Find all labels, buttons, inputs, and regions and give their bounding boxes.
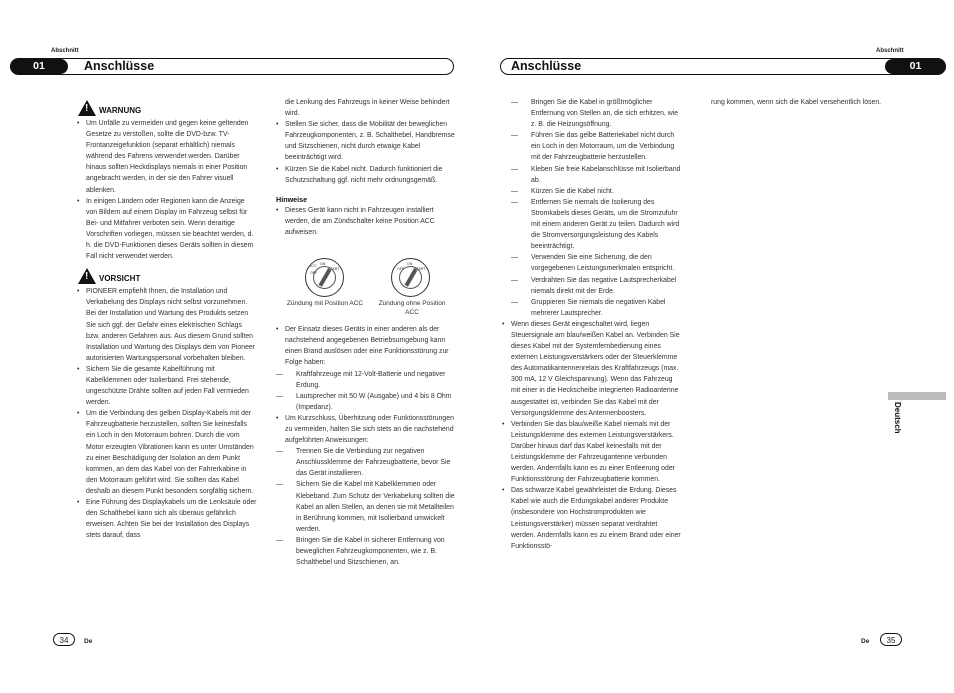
dash-item: — Trennen Sie die Verbindung zur negativen Anschlussklemme der Fahrzeugbatterie, bevor Sie das Gerät installieren. <box>276 448 451 478</box>
dash-item: — Sichern Sie die Kabel mit Kabelklemmen oder Klebeband. Zum Schutz der Verkabelung sollten die Kabel an allen Stellen, an denen sie mit Metallteilen in Berührung kommen, mit Isolierband umwickelt werden. <box>276 481 455 533</box>
dash-item: — Bringen Sie die Kabel in sicherer Entfernung von beweglichen Fahrzeugkomponenten, wie z. B. Schalthebel und Sitzschienen, an. <box>276 536 445 567</box>
dash-item: — Kleben Sie freie Kabelanschlüsse mit Isolierband ab. <box>511 165 681 184</box>
list-item: • Stellen Sie sicher, dass die Mobilität der beweglichen Fahrzeugkomponenten, z. B. Schalthebel, Handbremse und Sitzschienen, nicht durch etwaige Kabel beeinträchtigt wird. <box>276 119 456 163</box>
list-item: • Um Kurzschluss, Überhitzung oder Funktionsstörungen zu vermeiden, halten Sie sich stets an die nachstehend aufgeführten Anweisungen: <box>276 413 456 446</box>
figure-caption: Zündung mit Position ACC <box>286 300 364 307</box>
dash-item: — Verdrahten Sie das negative Lautsprecherkabel niemals direkt mit der Erde. <box>511 276 677 295</box>
list-item: • Wenn dieses Gerät eingeschaltet wird, liegen Steuersignale am blau/weißen Kabel an. Verbinden Sie dieses Kabel mit der Systemfernbedienung eines externen Leistungsverstärkers oder der Steuerklemme des Automatikantennenrelais des Kraftfahrzeugs (max. 300 mA, 12 V Gleichspannung). Wenn das Fahrzeug mit einer in die Heckscheibe integrierten Radioantenne ausgestattet ist, verbinden Sie das Kabel mit der Versorgungsklemme des Antennenboosters. <box>502 319 683 419</box>
page-title: Anschlüsse <box>84 59 155 73</box>
column-4 <box>711 97 887 108</box>
dash-item: — Kraftfahrzeuge mit 12-Volt-Batterie und negativer Erdung. <box>276 370 446 389</box>
language-code: De <box>861 638 870 645</box>
list-item: • Sichern Sie die gesamte Kabelführung mit Kabelklemmen oder Isolierband. Frei stehende, ungeschützte Drähte sollten auf jeden Fall vermieden werden. <box>77 364 257 408</box>
continued-text: die Lenkung des Fahrzeugs in keiner Weise behindert wird. <box>285 99 450 118</box>
language-code: De <box>84 638 93 645</box>
column-2 <box>276 97 456 568</box>
section-number-badge: 01 <box>885 59 946 74</box>
dash-item: — Entfernen Sie niemals die Isolierung des Stromkabels dieses Geräts, um die Stromzufuhr mit einem anderen Gerät zu teilen. Dadurch wird die Stromversorgungsleistung des Kabels beeinträchtigt. <box>511 198 680 251</box>
section-label: Abschnitt <box>51 48 79 54</box>
warning-heading: ! WARNUNG <box>77 100 257 118</box>
dash-item: — Bringen Sie die Kabel in größtmöglicher Entfernung von Stellen an, die sich erhitzen, wie z. B. die Heizungsöffnung. <box>511 99 679 129</box>
section-label: Abschnitt <box>876 48 904 54</box>
page-number: 35 <box>880 633 902 646</box>
list-item: • Das schwarze Kabel gewährleistet die Erdung. Dieses Kabel wie auch die Erdungskabel anderer Produkte (insbesondere von Hochstromprodukten wie Leistungsverstärker) müssen separat verdrahtet werden. Andernfalls kann es zu einem Brand oder einer Funktionsstö- <box>502 485 683 552</box>
column-1 <box>77 100 257 541</box>
list-item: • Kürzen Sie die Kabel nicht. Dadurch funktioniert die Schutzschaltung ggf. nicht mehr ordnungsgemäß. <box>276 164 456 186</box>
list-item: • Dieses Gerät kann nicht in Fahrzeugen installiert werden, die am Zündschalter keine Position ACC aufweisen. <box>276 205 456 238</box>
section-title-bar <box>10 58 454 75</box>
dash-item: — Verwenden Sie eine Sicherung, die den vorgegebenen Leistungsmerkmalen entspricht. <box>511 254 675 273</box>
dash-item: — Führen Sie das gelbe Batteriekabel nicht durch ein Loch in den Motorraum, um die Verbindung mit der Fahrzeugbatterie herzustellen. <box>511 132 675 162</box>
list-item: • Eine Führung des Displaykabels um die Lenksäule oder den Schalthebel kann sich als überaus gefährlich erweisen. Achten Sie bei der Installation des Displays stets darauf, dass <box>77 497 257 541</box>
list-item: • Verbinden Sie das blau/weiße Kabel niemals mit der Leistungsklemme des externen Leistungsverstärkers. Darüber hinaus darf das Kabel keinesfalls mit der Leistungsklemme der Fahrzeugantenne verbunden werden. Andernfalls kann es zu einer Entleerung oder Funktionsstörung der Fahrzeugbatterie kommen. <box>502 419 683 486</box>
language-tab-label: Deutsch <box>893 402 902 434</box>
dash-item: — Gruppieren Sie niemals die negativen Kabel mehrerer Lautsprecher. <box>511 298 666 317</box>
ignition-acc-icon: OFF ON ACC START <box>305 258 344 297</box>
list-item: • Der Einsatz dieses Geräts in einer anderen als der nachstehend angegebenen Betriebsumgebung kann einen Brand auslösen oder eine Funktionsstörung zur Folge haben: <box>276 324 456 368</box>
language-tab <box>888 392 946 400</box>
figure-caption: Zündung ohne Position ACC <box>378 300 446 316</box>
warning-triangle-icon: ! <box>78 100 96 116</box>
caution-heading: ! VORSICHT <box>77 268 257 286</box>
caution-triangle-icon: ! <box>78 268 96 284</box>
list-item: • Um Unfälle zu vermeiden und gegen keine geltenden Gesetze zu verstoßen, sollte die DVD-bzw. TV-Frontanzeigefunktion (separat erhältlich) niemals während des Fahrens verwendet werden. Darüber hinaus sollten Heckdisplays niemals in einer Position angebracht werden, in der sie den Fahrer visuell ablenken. <box>77 118 257 196</box>
list-item: • In einigen Ländern oder Regionen kann die Anzeige von Bildern auf einem Display im Fahrzeug selbst für Bei- und Mitfahrer verboten sein. Wenn derartige Vorschriften vorliegen, müssen sie beachtet werden, d. h. die DVD-Funktionen dieses Geräts sollten in diesem Fall nicht verwendet werden. <box>77 196 257 263</box>
section-number-badge: 01 <box>10 59 68 74</box>
dash-item: — Lautsprecher mit 50 W (Ausgabe) und 4 bis 8 Ohm (Impedanz). <box>276 392 452 411</box>
list-item: • PIONEER empfiehlt Ihnen, die Installation und Verkabelung des Displays nicht selbst vorzunehmen. Bei der Installation und Wartung des Produkts setzen Sie sich ggf. der Gefahr eines elektrischen Schlags bzw. anderen Gefahren aus. Aus diesem Grund sollten Installation und Wartung des Displays dem von Pioneer autorisierten Wartungspersonal vorbehalten bleiben. <box>77 286 257 364</box>
dash-item: — Kürzen Sie die Kabel nicht. <box>511 187 614 195</box>
page-title: Anschlüsse <box>511 59 582 73</box>
page-number: 34 <box>53 633 75 646</box>
ignition-no-acc-icon: OFF ON START <box>391 258 430 297</box>
list-item: • Um die Verbindung des gelben Display-Kabels mit der Fahrzeugbatterie herzustellen, sollten Sie keinesfalls ein Loch in den Motorraum bohren. Durch die vom Motor erzeugten Vibrationen kann es unter Umständen zu einer Beschädigung der Isolation an dem Punkt kommen, an dem das Kabel von der Fahrerkabine in den Motorraum geführt wird. Sie sollten das Kabel deshalb an diesem Punkt besonders sorgfältig sichern. <box>77 408 257 497</box>
continued-text: rung kommen, wenn sich die Kabel versehentlich lösen. <box>711 99 882 106</box>
column-3 <box>502 97 683 552</box>
notes-heading: Hinweise <box>276 194 308 204</box>
